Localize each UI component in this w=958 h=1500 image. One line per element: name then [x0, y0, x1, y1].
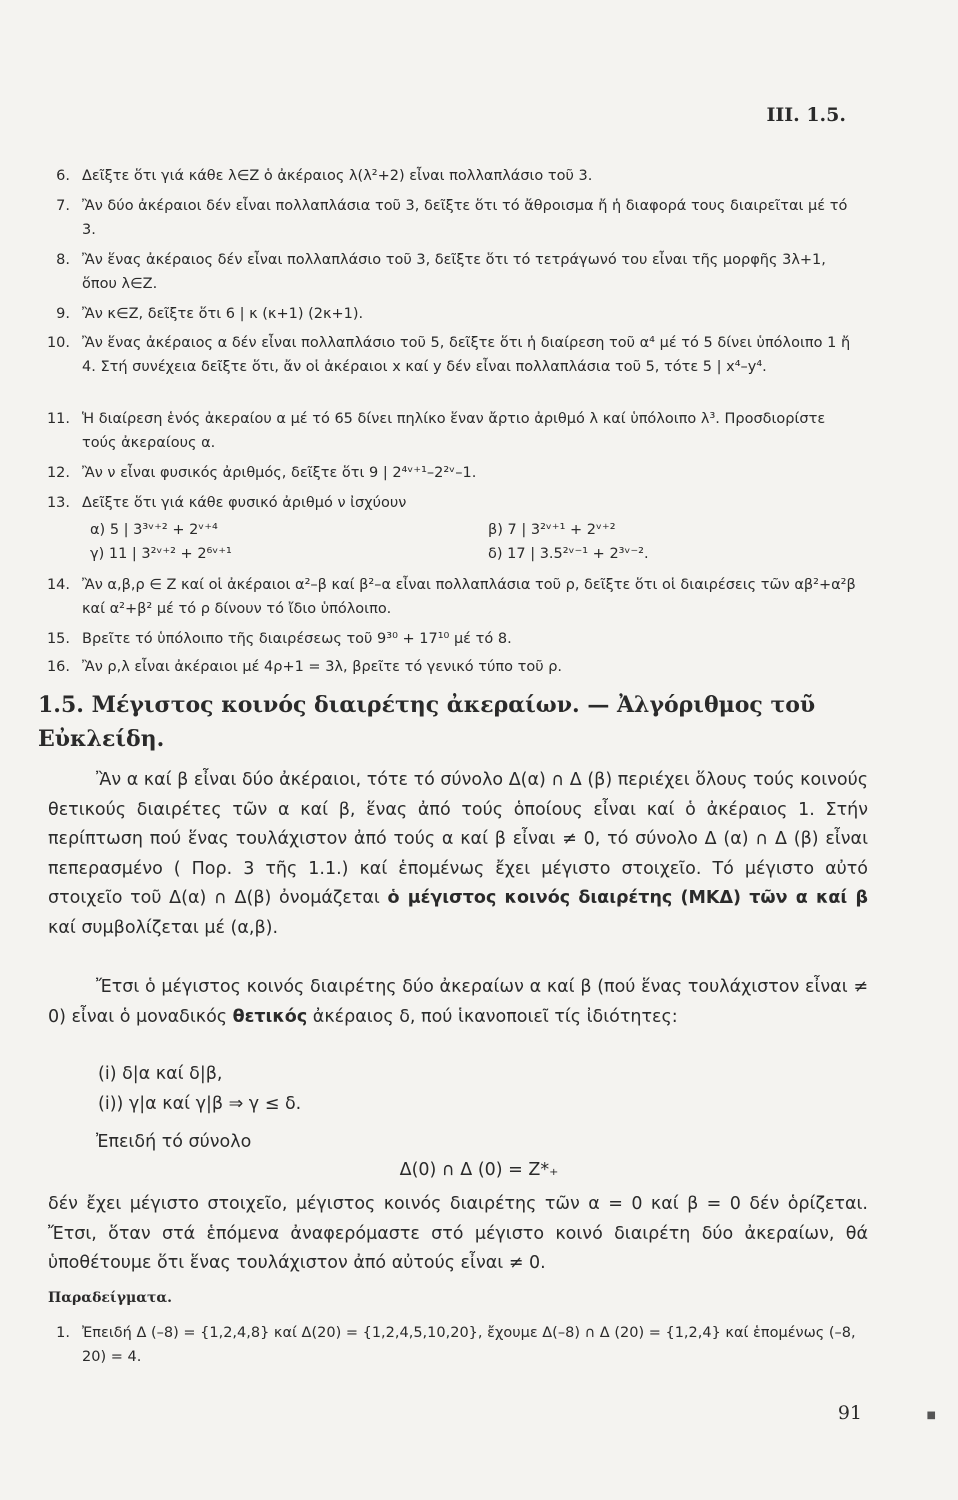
- exercise-number: 9.: [56, 306, 70, 322]
- exercise: [48, 574, 863, 621]
- exercise-number: 12.: [46, 465, 70, 481]
- exercise-text: Ἂν ν εἶναι φυσικός ἀριθμός, δεῖξτε ὅτι 9 | 2⁴ᵛ⁺¹–2²ᵛ–1.: [82, 465, 477, 481]
- paragraph-intro: Ἐπειδή τό σύνολο: [96, 1132, 252, 1152]
- exercise-number: 7.: [56, 198, 70, 214]
- paragraph-definition: [48, 766, 868, 943]
- exercise: [48, 303, 863, 327]
- exercise: [48, 656, 863, 680]
- scan-mark: ■: [926, 1410, 936, 1421]
- exercise-text: Ἂν ἕνας ἀκέραιος α δέν εἶναι πολλαπλάσιο τοῦ 5, δεῖξτε ὅτι ἡ διαίρεση τοῦ α⁴ μέ τό 5 δίνει ὑπόλοιπο 1 ἤ 4. Στή συνέχεια δεῖξτε ὅτι, ἄν οἱ ἀκέραιοι x καί y δέν εἶναι πολλαπλάσια τοῦ 5, τότε 5 | x⁴–y⁴.: [82, 335, 851, 375]
- exercise-text: Ἂν ἕνας ἀκέραιος δέν εἶναι πολλαπλάσιο τοῦ 3, δεῖξτε ὅτι τό τετράγωνό του εἶναι τῆς μορφῆς 3λ+1, ὅπου λ∈Z.: [82, 252, 826, 292]
- section-reference: III. 1.5.: [766, 104, 846, 126]
- exercise-text: Ἡ διαίρεση ἑνός ἀκεραίου α μέ τό 65 δίνει πηλίκο ἕναν ἄρτιο ἀριθμό λ καί ὑπόλοιπο λ³. Προσδιορίστε τούς ἀκεραίους α.: [82, 411, 826, 451]
- paragraph-properties: [48, 973, 868, 1032]
- term-positive: θετικός: [232, 1006, 308, 1027]
- section-heading: 1.5. Μέγιστος κοινός διαιρέτης ἀκεραίων. — Ἀλγόριθμος τοῦ Εὐκλείδη.: [38, 692, 816, 752]
- exercise: [48, 165, 863, 189]
- term-gcd: ὁ μέγιστος κοινός διαιρέτης (ΜΚΔ) τῶν α καί β: [387, 888, 868, 908]
- formula-zero-divisors: Δ(0) ∩ Δ (0) = Z*₊: [399, 1160, 559, 1180]
- exercise: [48, 195, 863, 242]
- exercise-number: 10.: [46, 335, 70, 351]
- example: [48, 1322, 863, 1369]
- exercise: [48, 492, 863, 516]
- exercise-13-part-c: γ) 11 | 3²ᵛ⁺² + 2⁶ᵛ⁺¹: [90, 546, 232, 562]
- exercise-text: Βρεῖτε τό ὑπόλοιπο τῆς διαιρέσεως τοῦ 9³⁰ + 17¹⁰ μέ τό 8.: [82, 631, 512, 647]
- exercise: [48, 408, 863, 455]
- exercise-number: 16.: [46, 659, 70, 675]
- exercise-number: 13.: [46, 495, 70, 511]
- exercise-text: Ἂν κ∈Z, δεῖξτε ὅτι 6 | κ (κ+1) (2κ+1).: [82, 306, 364, 322]
- examples-heading: Παραδείγματα.: [48, 1290, 173, 1306]
- exercise-text: Ἂν δύο ἀκέραιοι δέν εἶναι πολλαπλάσια τοῦ 3, δεῖξτε ὅτι τό ἄθροισμα ἤ ἡ διαφορά τους διαιρεῖται μέ τό 3.: [82, 198, 848, 238]
- exercise-number: 8.: [56, 252, 70, 268]
- paragraph-text: ἀκέραιος δ, πού ἱκανοποιεῖ τίς ἰδιότητες:: [312, 1006, 678, 1027]
- exercise-text: Ἂν α,β,ρ ∈ Z καί οἱ ἀκέραιοι α²–β καί β²–α εἶναι πολλαπλάσια τοῦ ρ, δεῖξτε ὅτι οἱ διαιρέσεις τῶν αβ²+α²β καί α²+β² μέ τό ρ δίνουν τό ἴδιο ὑπόλοιπο.: [82, 577, 856, 617]
- exercise-13-part-b: β) 7 | 3²ᵛ⁺¹ + 2ᵛ⁺²: [488, 522, 616, 538]
- property-ii: (i)) γ|α καί γ|β ⇒ γ ≤ δ.: [98, 1094, 302, 1114]
- page-number: 91: [837, 1402, 862, 1424]
- exercise: [48, 628, 863, 652]
- exercise: [48, 462, 863, 486]
- exercise-text: Ἂν ρ,λ εἶναι ἀκέραιοι μέ 4ρ+1 = 3λ, βρεῖτε τό γενικό τύπο τοῦ ρ.: [82, 659, 563, 675]
- exercise-text: Δεῖξτε ὅτι γιά κάθε λ∈Z ὁ ἀκέραιος λ(λ²+2) εἶναι πολλαπλάσιο τοῦ 3.: [82, 168, 593, 184]
- exercise: [48, 249, 863, 296]
- paragraph-text: Ἔτσι ὁ μέγιστος κοινός διαιρέτης δύο ἀκεραίων α καί β (πού ἕνας τουλάχιστον εἶναι ≠ 0) εἶναι ὁ μοναδικός: [48, 977, 868, 1027]
- example-text: Ἐπειδή Δ (–8) = {1,2,4,8} καί Δ(20) = {1,2,4,5,10,20}, ἔχουμε Δ(–8) ∩ Δ (20) = {1,2,4} καί ἑπομένως (–8, 20) = 4.: [82, 1325, 856, 1365]
- paragraph-text: Ἂν α καί β εἶναι δύο ἀκέραιοι, τότε τό σύνολο Δ(α) ∩ Δ (β) περιέχει ὅλους τούς κοινούς θετικούς διαιρέτες τῶν α καί β, ἕνας ἀπό τούς ὁποίους εἶναι καί ὁ ἀκέραιος 1. Στήν περίπτωση πού ἕνας τουλάχιστον ἀπό τούς α καί β εἶναι ≠ 0, τό σύνολο Δ (α) ∩ Δ (β) εἶναι πεπερασμένο ( Πορ. 3 τῆς 1.1.) καί ἑπομένως ἔχει μέγιστο στοιχεῖο. Τό μέγιστο αὐτό στοιχεῖο τοῦ Δ(α) ∩ Δ(β) ὀνομάζεται: [48, 770, 868, 908]
- exercise-13-part-a: α) 5 | 3³ᵛ⁺² + 2ᵛ⁺⁴: [90, 522, 218, 538]
- exercise-number: 11.: [46, 411, 70, 427]
- exercise-number: 6.: [56, 168, 70, 184]
- example-number: 1.: [56, 1325, 70, 1341]
- exercise-number: 14.: [46, 577, 70, 593]
- paragraph-zero-case: δέν ἔχει μέγιστο στοιχεῖο, μέγιστος κοινός διαιρέτης τῶν α = 0 καί β = 0 δέν ὁρίζεται. Ἔτσι, ὅταν στά ἑπόμενα ἀναφερόμαστε στό μέγιστο κοινό διαιρέτη δύο ἀκεραίων, θά ὑποθέτουμε ὅτι ἕνας τουλάχιστον ἀπό αὐτούς εἶναι ≠ 0.: [48, 1194, 868, 1273]
- exercise: [48, 332, 863, 379]
- exercise-13-part-d: δ) 17 | 3.5²ᵛ⁻¹ + 2³ᵛ⁻².: [488, 546, 649, 562]
- exercise-number: 15.: [46, 631, 70, 647]
- paragraph-text: καί συμβολίζεται μέ (α,β).: [48, 917, 279, 938]
- property-i: (i) δ|α καί δ|β,: [98, 1064, 223, 1084]
- exercise-text: Δεῖξτε ὅτι γιά κάθε φυσικό ἀριθμό ν ἰσχύουν: [82, 495, 407, 511]
